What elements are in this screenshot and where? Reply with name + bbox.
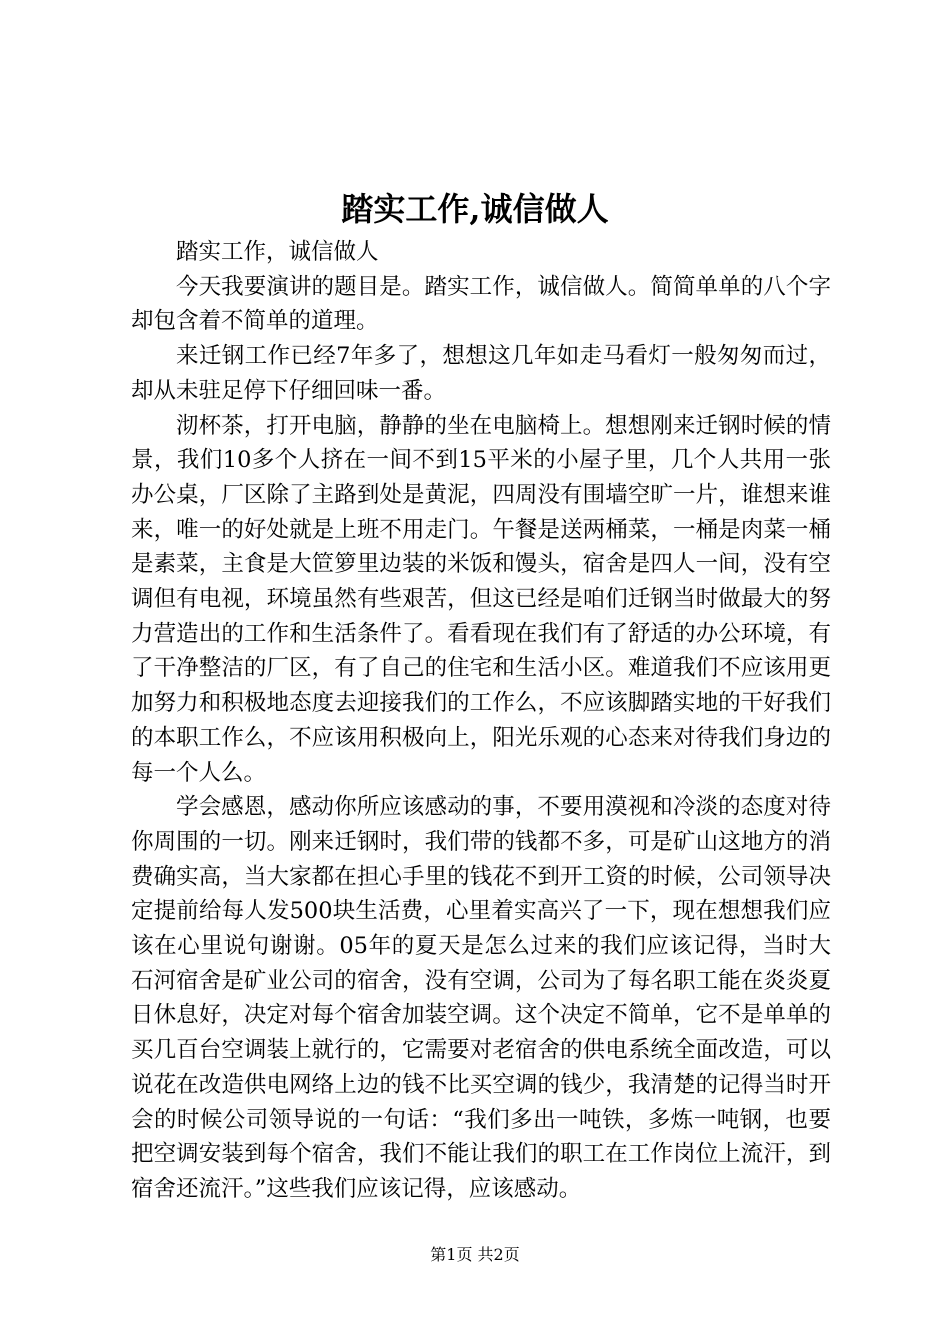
paragraph-seven-years: 来迁钢工作已经7年多了，想想这几年如走马看灯一般匆匆而过，却从未驻足停下仔细回味一番。 [131, 343, 831, 404]
document-body [131, 235, 831, 1207]
document-title: 踏实工作,诚信做人 [341, 190, 609, 228]
paragraph-gratitude: 学会感恩，感动你所应该感动的事，不要用漠视和冷淡的态度对待你周围的一切。刚来迁钢时，我们带的钱都不多，可是矿山这地方的消费确实高，当大家都在担心手里的钱花不到开工资的时候，公司领导决定提前给每人发500块生活费，心里着实高兴了一下，现在想想我们应该在心里说句谢谢。05年的夏天是怎么过来的我们应该记得，当时大石河宿舍是矿业公司的宿舍，没有空调，公司为了每名职工能在炎炎夏日休息好，决定对每个宿舍加装空调。这个决定不简单，它不是单单的买几百台空调装上就行的，它需要对老宿舍的供电系统全面改造，可以说花在改造供电网络上边的钱不比买空调的钱少，我清楚的记得当时开会的时候公司领导说的一句话：“我们多出一吨铁，多炼一吨钢，也要把空调安装到每个宿舍，我们不能让我们的职工在工作岗位上流汗，到宿舍还流汗。”这些我们应该记得，应该感动。 [131, 794, 831, 1202]
paragraph-subtitle: 踏实工作，诚信做人 [176, 239, 379, 265]
paragraph-memories: 沏杯茶，打开电脑，静静的坐在电脑椅上。想想刚来迁钢时候的情景，我们10多个人挤在一间不到15平米的小屋子里，几个人共用一张办公桌，厂区除了主路到处是黄泥，四周没有围墙空旷一片，谁想来谁来，唯一的好处就是上班不用走门。午餐是送两桶菜，一桶是肉菜一桶是素菜，主食是大笸箩里边装的米饭和馒头，宿舍是四人一间，没有空调但有电视，环境虽然有些艰苦，但这已经是咱们迁钢当时做最大的努力营造出的工作和生活条件了。看看现在我们有了舒适的办公环境，有了干净整洁的厂区，有了自己的住宅和生活小区。难道我们不应该用更加努力和积极地态度去迎接我们的工作么，不应该脚踏实地的干好我们的本职工作么，不应该用积极向上，阳光乐观的心态来对待我们身边的每一个人么。 [131, 412, 831, 786]
page-footer: 第1页 共2页 [430, 1245, 520, 1264]
paragraph-intro: 今天我要演讲的题目是。踏实工作，诚信做人。简简单单的八个字却包含着不简单的道理。 [131, 273, 831, 335]
